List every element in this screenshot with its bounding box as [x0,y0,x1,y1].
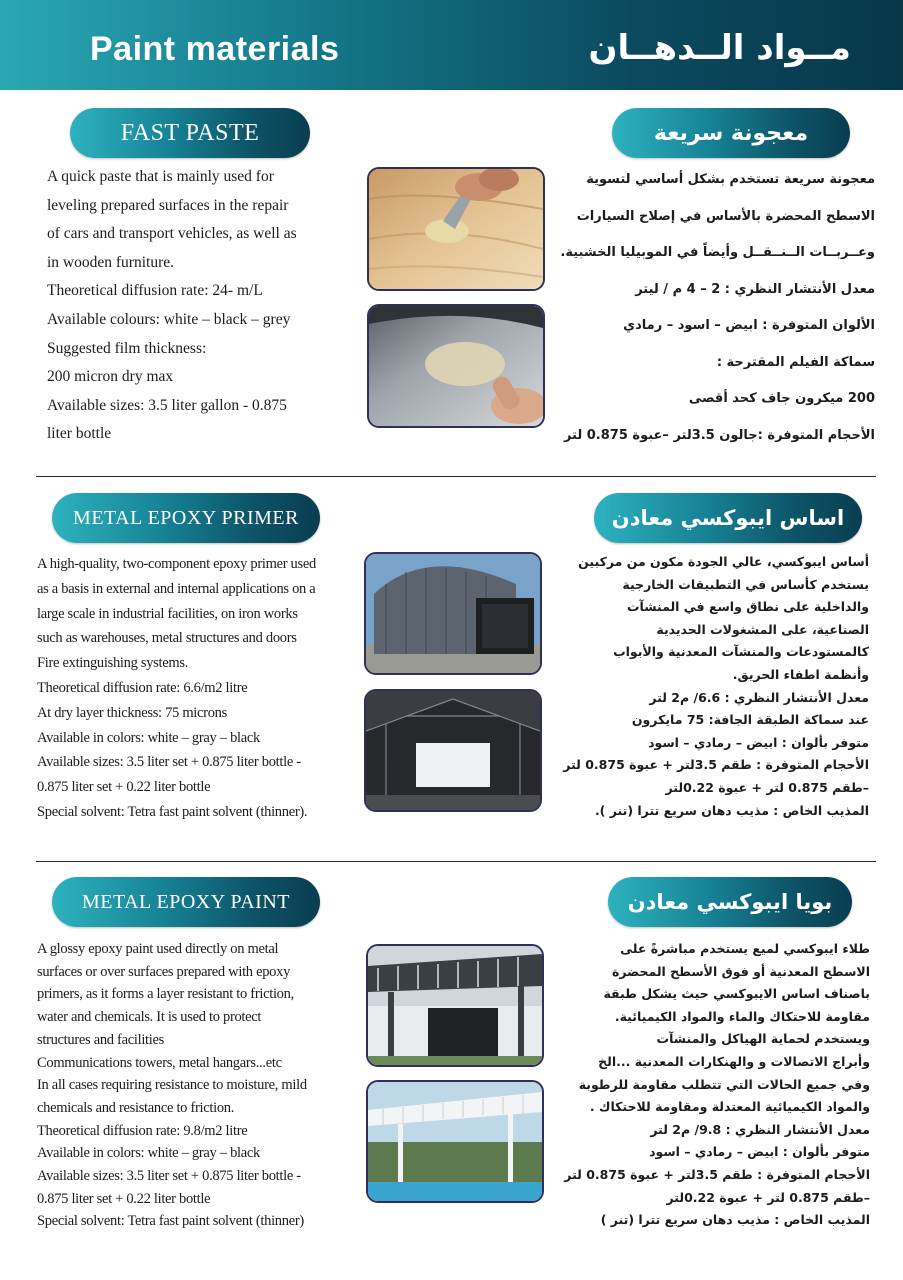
metal-epoxy-paint-description-ar [564,938,870,1232]
text-line: A quick paste that is mainly used for [47,168,274,185]
text-line: المذيب الخاص : مذيب دهان سريع تترا (تنر ). [594,802,869,818]
page-header [0,0,903,90]
text-line: –طقم 0.875 لتر + عبوة 0.22لتر [665,779,869,795]
text-line: In all cases requiring resistance to moisture, mild [37,1077,307,1094]
text-line: Theoretical diffusion rate: 24- m/L [47,282,263,300]
text-line: معدل الأنتشار النظري : 9.8/ م2 لتر [650,1121,870,1137]
text-line: Available in colors: white – gray – black [37,1145,260,1162]
fast-paste-description-en [47,163,297,449]
text-line: –طقم 0.875 لتر + عبوة 0.22لتر [666,1189,870,1205]
text-line: of cars and transport vehicles, as well as [47,225,297,243]
metal-epoxy-paint-title-en: METAL EPOXY PAINT [52,877,320,927]
text-line: سماكة الفيلم المقترحة : [716,354,875,370]
text-line: water and chemicals. It is used to protect [37,1009,262,1026]
text-line: عند سماكة الطبقة الجافة: 75 مايكرون [631,712,869,728]
text-line: الأحجام المتوفرة : طقم 3.5لتر + عبوة 0.875 لتر [563,757,869,773]
text-line: such as warehouses, metal structures and doors [37,630,297,647]
text-line: والداخلية على نطاق واسع في المنشآت [627,599,869,615]
text-line: وفي جميع الحالات التي تتطلب مقاومة للرطوبة [578,1076,870,1092]
metal-epoxy-paint-title-ar: بويا ايبوكسي معادن [608,877,852,927]
text-line: in wooden furniture. [47,253,174,271]
fast-paste-title-en: FAST PASTE [70,108,310,158]
text-line: Fire extinguishing systems. [37,655,188,672]
metal-epoxy-primer-description-en [37,552,316,825]
section-divider [36,861,876,862]
text-line: مقاومة للاحتكاك والماء والمواد الكيميائية. [614,1008,870,1024]
text-line: Available colours: white – black – grey [47,310,291,328]
text-line: Available sizes: 3.5 liter set + 0.875 liter bottle - [37,1168,301,1185]
text-line: Special solvent: Tetra fast paint solvent (thinner) [37,1213,304,1230]
page-title-ar: مــواد الــدهــان [588,28,851,68]
text-line: ويستخدم لحماية الهياكل والمنشآت [656,1031,870,1047]
text-line: المذيب الخاص : مذيب دهان سريع تترا (تنر ) [600,1212,870,1228]
warehouse-exterior-photo [364,552,542,675]
text-line: طلاء ايبوكسي لميع يستخدم مباشرةً على [620,941,870,956]
text-line: 0.875 liter set + 0.22 liter bottle [37,1190,211,1207]
text-line: 0.875 liter set + 0.22 liter bottle [37,779,211,796]
text-line: الاسطح المعدنية أو فوق الأسطح المحضرة [611,963,870,979]
text-line: chemicals and resistance to friction. [37,1099,235,1116]
text-line: liter bottle [47,425,112,443]
text-line: أساس ايبوكسي، عالي الجودة مكون من مركبين [578,554,869,569]
text-line: الأحجام المتوفرة :جالون 3.5لتر –عبوة 0.875 لتر [563,427,875,443]
text-line: leveling prepared surfaces in the repair [47,196,289,214]
text-line: الاسطح المحضرة بالأساس في إصلاح السيارات [576,208,875,224]
text-line: وأنظمة اطفاء الحريق. [732,666,869,682]
section-divider [36,476,876,477]
text-line: وأبراج الاتصالات و والهنكارات المعدنية ...الخ [598,1053,870,1069]
metal-epoxy-primer-title-en: METAL EPOXY PRIMER [52,493,320,543]
warehouse-interior-photo [364,689,542,812]
text-line: as a basis in external and internal applications on a [37,580,316,597]
text-line: الأحجام المتوفرة : طقم 3.5لتر + عبوة 0.875 لتر [564,1166,870,1182]
text-line: Special solvent: Tetra fast paint solvent (thinner). [37,803,308,820]
text-line: وعــربــات الــنــقــل وأيضاً في الموبيليا الخشبية. [560,245,875,260]
text-line: معدل الأنتشار النظري : 2 – 4 م / ليتر [635,281,875,297]
text-line: يستخدم كأساس في التطبيقات الخارجية [622,576,869,592]
text-line: والمواد الكيميائية المعتدلة ومقاومة للاحتكاك . [589,1099,870,1115]
text-line: Available sizes: 3.5 liter set + 0.875 liter bottle - [37,754,301,771]
text-line: معدل الأنتشار النظري : 6.6/ م2 لتر [649,689,869,705]
text-line: باصناف اساس الايبوكسي حيث يشكل طبقة [603,986,870,1002]
text-line: large scale in industrial facilities, on iron works [37,605,298,622]
text-line: structures and facilities [37,1031,164,1048]
text-line: الألوان المتوفرة : ابيض – اسود – رمادي [623,318,875,333]
text-line: surfaces or over surfaces prepared with epoxy [37,963,291,980]
text-line: 200 micron dry max [47,368,174,386]
text-line: Available in colors: white – gray – black [37,729,260,746]
metal-epoxy-primer-title-ar: اساس ايبوكسي معادن [594,493,862,543]
text-line: A high-quality, two-component epoxy primer used [37,556,316,572]
text-line: At dry layer thickness: 75 microns [37,704,227,721]
text-line: متوفر بألوان : ابيض – رمادي – اسود [649,1144,870,1160]
text-line: كالمستودعات والمنشآت المعدنية والأبواب [613,644,869,660]
page-title-en: Paint materials [90,30,340,68]
pergola-pool-photo [366,1080,544,1203]
metal-epoxy-paint-description-en [37,938,307,1233]
fast-paste-title-ar: معجونة سريعة [612,108,850,158]
metal-epoxy-primer-description-ar [563,551,869,822]
text-line: 200 ميكرون جاف كحد أقصى [688,391,875,406]
text-line: معجونة سريعة تستخدم بشكل أساسي لتسوية [586,172,875,187]
text-line: الصناعية، على المشغولات الحديدية [656,621,869,637]
text-line: A glossy epoxy paint used directly on metal [37,941,279,957]
text-line: primers, as it forms a layer resistant to friction, [37,986,294,1003]
car-repair-photo [367,304,545,428]
text-line: Theoretical diffusion rate: 9.8/m2 litre [37,1122,248,1139]
pergola-louvre-photo [366,944,544,1067]
text-line: Suggested film thickness: [47,339,207,357]
text-line: Communications towers, metal hangars...etc [37,1054,282,1071]
wood-spatula-photo [367,167,545,291]
text-line: Theoretical diffusion rate: 6.6/m2 litre [37,679,248,696]
fast-paste-description-ar [560,162,875,454]
text-line: Available sizes: 3.5 liter gallon - 0.875 [47,396,287,414]
text-line: متوفر بألوان : ابيض – رمادي – اسود [648,734,869,750]
